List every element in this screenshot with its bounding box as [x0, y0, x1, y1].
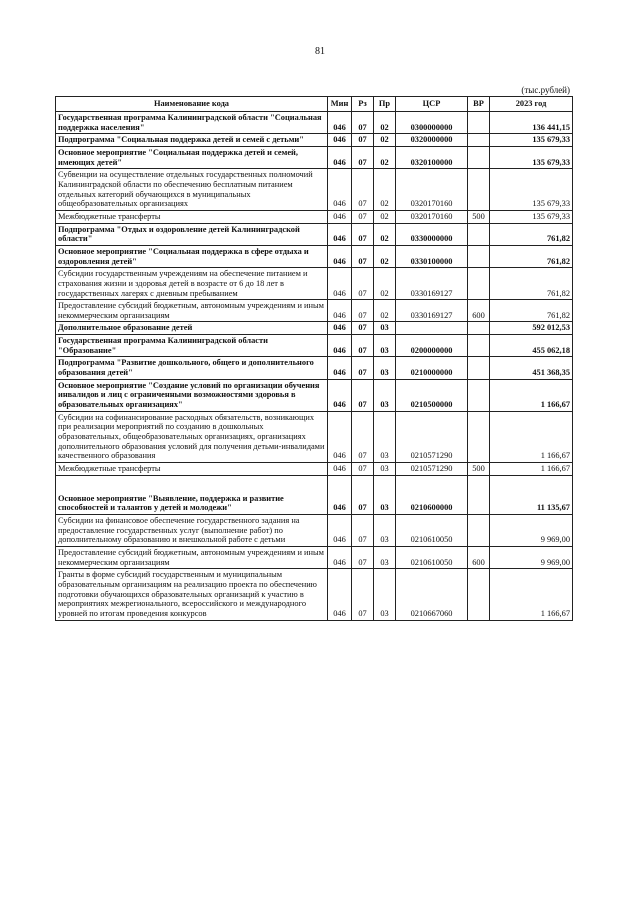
row-csr: 0330100000 — [396, 245, 468, 267]
row-rz: 07 — [352, 300, 374, 322]
row-csr: 0320170160 — [396, 210, 468, 223]
row-amount: 135 679,33 — [490, 210, 573, 223]
row-amount: 11 135,67 — [490, 475, 573, 514]
table-row — [56, 210, 573, 223]
row-min: 046 — [328, 245, 352, 267]
row-amount: 9 969,00 — [490, 546, 573, 568]
row-amount: 1 166,67 — [490, 379, 573, 411]
row-name: Основное мероприятие "Социальная поддержка детей и семей, имеющих детей" — [56, 146, 328, 168]
row-vr — [468, 322, 490, 335]
row-pr: 03 — [374, 411, 396, 462]
row-pr: 03 — [374, 322, 396, 335]
row-vr — [468, 268, 490, 300]
row-csr: 0330000000 — [396, 223, 468, 245]
row-min: 046 — [328, 335, 352, 357]
row-amount: 9 969,00 — [490, 514, 573, 546]
row-name: Государственная программа Калининградской области "Образование" — [56, 335, 328, 357]
row-name: Субсидии на финансовое обеспечение государственного задания на предоставление государственных услуг (выполнение работ) по дополнительному образованию и внешкольной работе с детьми — [56, 514, 328, 546]
row-vr — [468, 335, 490, 357]
row-name: Основное мероприятие "Выявление, поддержка и развитие способностей и талантов у детей и молодежи" — [56, 475, 328, 514]
row-vr: 600 — [468, 546, 490, 568]
row-rz: 07 — [352, 546, 374, 568]
row-min: 046 — [328, 146, 352, 168]
table-header-row — [56, 97, 573, 112]
row-min: 046 — [328, 322, 352, 335]
row-amount: 1 166,67 — [490, 463, 573, 476]
row-vr — [468, 169, 490, 211]
row-csr: 0210000000 — [396, 357, 468, 379]
row-name: Основное мероприятие "Создание условий по организации обучения инвалидов и лиц с ограниченными возможностями здоровья в образовательных организациях" — [56, 379, 328, 411]
row-vr — [468, 514, 490, 546]
row-rz: 07 — [352, 475, 374, 514]
row-pr: 03 — [374, 475, 396, 514]
row-pr: 02 — [374, 169, 396, 211]
row-pr: 02 — [374, 146, 396, 168]
row-csr: 0320100000 — [396, 146, 468, 168]
table-row — [56, 146, 573, 168]
row-rz: 07 — [352, 514, 374, 546]
row-name: Субвенции на осуществление отдельных государственных полномочий Калининградской области по обеспечению бесплатным питанием отдельных категорий обучающихся в муниципальных общеобразовательных организациях — [56, 169, 328, 211]
row-pr: 03 — [374, 546, 396, 568]
row-name: Гранты в форме субсидий государственным и муниципальным образовательным организациям на реализацию проекта по обеспечению подготовки обучающихся образовательных организаций к участию в мероприятиях межрегионального, всероссийского и международного уровней по итогам проведения конкурсов — [56, 569, 328, 620]
row-vr — [468, 475, 490, 514]
row-vr — [468, 112, 490, 134]
row-amount: 136 441,15 — [490, 112, 573, 134]
row-min: 046 — [328, 169, 352, 211]
header-name: Наименование кода — [56, 97, 328, 112]
row-min: 046 — [328, 300, 352, 322]
row-name: Государственная программа Калининградской области "Социальная поддержка населения" — [56, 112, 328, 134]
row-amount: 451 368,35 — [490, 357, 573, 379]
row-rz: 07 — [352, 379, 374, 411]
row-pr: 02 — [374, 210, 396, 223]
row-name: Дополнительное образование детей — [56, 322, 328, 335]
row-min: 046 — [328, 546, 352, 568]
row-vr: 500 — [468, 463, 490, 476]
row-rz: 07 — [352, 463, 374, 476]
table-row — [56, 169, 573, 211]
row-rz: 07 — [352, 245, 374, 267]
table-row — [56, 475, 573, 514]
row-name: Предоставление субсидий бюджетным, автономным учреждениям и иным некоммерческим организациям — [56, 300, 328, 322]
row-pr: 03 — [374, 569, 396, 620]
row-rz: 07 — [352, 210, 374, 223]
row-vr: 500 — [468, 210, 490, 223]
table-row — [56, 322, 573, 335]
row-name: Межбюджетные трансферты — [56, 463, 328, 476]
row-name: Предоставление субсидий бюджетным, автономным учреждениям и иным некоммерческим организациям — [56, 546, 328, 568]
row-name: Основное мероприятие "Социальная поддержка в сфере отдыха и оздоровления детей" — [56, 245, 328, 267]
row-name: Подпрограмма "Развитие дошкольного, общего и дополнительного образования детей" — [56, 357, 328, 379]
row-rz: 07 — [352, 146, 374, 168]
table-row — [56, 546, 573, 568]
unit-note: (тыс.рублей) — [521, 85, 570, 95]
row-min: 046 — [328, 134, 352, 147]
row-amount: 592 012,53 — [490, 322, 573, 335]
table-row — [56, 463, 573, 476]
row-csr — [396, 322, 468, 335]
row-rz: 07 — [352, 335, 374, 357]
row-name: Субсидии государственным учреждениям на обеспечение питанием и страхования жизни и здоровья детей в возрасте от 6 до 18 лет в государственных лагерях с дневным пребыванием — [56, 268, 328, 300]
row-min: 046 — [328, 411, 352, 462]
row-vr — [468, 569, 490, 620]
table-row — [56, 514, 573, 546]
table-row — [56, 223, 573, 245]
table-row — [56, 112, 573, 134]
row-pr: 03 — [374, 357, 396, 379]
row-rz: 07 — [352, 411, 374, 462]
row-vr — [468, 245, 490, 267]
row-csr: 0330169127 — [396, 300, 468, 322]
row-min: 046 — [328, 357, 352, 379]
row-vr — [468, 411, 490, 462]
row-csr: 0210610050 — [396, 546, 468, 568]
row-csr: 0210500000 — [396, 379, 468, 411]
row-rz: 07 — [352, 169, 374, 211]
table-row — [56, 569, 573, 620]
row-pr: 02 — [374, 112, 396, 134]
row-amount: 455 062,18 — [490, 335, 573, 357]
row-name: Субсидии на софинансирование расходных обязательств, возникающих при реализации мероприятий по созданию в дошкольных образовательных, общеобразовательных организациях, организациях дополнительного образования условий для получения детьми-инвалидами качественного образования — [56, 411, 328, 462]
row-vr — [468, 146, 490, 168]
row-pr: 03 — [374, 335, 396, 357]
row-amount: 1 166,67 — [490, 569, 573, 620]
row-name: Межбюджетные трансферты — [56, 210, 328, 223]
table-row — [56, 411, 573, 462]
header-csr: ЦСР — [396, 97, 468, 112]
row-csr: 0210610050 — [396, 514, 468, 546]
row-pr: 02 — [374, 134, 396, 147]
table-row — [56, 335, 573, 357]
row-vr — [468, 134, 490, 147]
row-amount: 761,82 — [490, 223, 573, 245]
row-min: 046 — [328, 223, 352, 245]
row-vr: 600 — [468, 300, 490, 322]
table-row — [56, 268, 573, 300]
row-rz: 07 — [352, 223, 374, 245]
row-amount: 761,82 — [490, 245, 573, 267]
row-min: 046 — [328, 210, 352, 223]
row-min: 046 — [328, 268, 352, 300]
row-csr: 0330169127 — [396, 268, 468, 300]
row-rz: 07 — [352, 322, 374, 335]
row-rz: 07 — [352, 569, 374, 620]
row-amount: 761,82 — [490, 268, 573, 300]
row-min: 046 — [328, 514, 352, 546]
row-amount: 761,82 — [490, 300, 573, 322]
row-rz: 07 — [352, 357, 374, 379]
row-pr: 03 — [374, 379, 396, 411]
row-csr: 0210600000 — [396, 475, 468, 514]
row-pr: 02 — [374, 223, 396, 245]
row-csr: 0320000000 — [396, 134, 468, 147]
row-csr: 0320170160 — [396, 169, 468, 211]
row-name: Подпрограмма "Отдых и оздоровление детей Калининградской области" — [56, 223, 328, 245]
table-row — [56, 300, 573, 322]
row-min: 046 — [328, 463, 352, 476]
row-vr — [468, 379, 490, 411]
table-row — [56, 379, 573, 411]
header-rz: Рз — [352, 97, 374, 112]
row-csr: 0210667060 — [396, 569, 468, 620]
row-csr: 0300000000 — [396, 112, 468, 134]
table-row — [56, 357, 573, 379]
row-pr: 02 — [374, 268, 396, 300]
row-min: 046 — [328, 569, 352, 620]
row-pr: 03 — [374, 514, 396, 546]
header-vr: ВР — [468, 97, 490, 112]
row-rz: 07 — [352, 134, 374, 147]
table-row — [56, 245, 573, 267]
page-number: 81 — [315, 46, 325, 57]
row-rz: 07 — [352, 112, 374, 134]
header-pr: Пр — [374, 97, 396, 112]
header-min: Мин — [328, 97, 352, 112]
row-min: 046 — [328, 112, 352, 134]
table-row — [56, 134, 573, 147]
row-amount: 1 166,67 — [490, 411, 573, 462]
row-amount: 135 679,33 — [490, 146, 573, 168]
row-rz: 07 — [352, 268, 374, 300]
row-csr: 0210571290 — [396, 463, 468, 476]
row-pr: 03 — [374, 463, 396, 476]
row-amount: 135 679,33 — [490, 169, 573, 211]
budget-table — [55, 96, 573, 621]
row-csr: 0210571290 — [396, 411, 468, 462]
row-pr: 02 — [374, 245, 396, 267]
row-name: Подпрограмма "Социальная поддержка детей и семей с детьми" — [56, 134, 328, 147]
row-pr: 02 — [374, 300, 396, 322]
row-vr — [468, 223, 490, 245]
row-vr — [468, 357, 490, 379]
row-amount: 135 679,33 — [490, 134, 573, 147]
row-min: 046 — [328, 379, 352, 411]
row-min: 046 — [328, 475, 352, 514]
header-year: 2023 год — [490, 97, 573, 112]
row-csr: 0200000000 — [396, 335, 468, 357]
